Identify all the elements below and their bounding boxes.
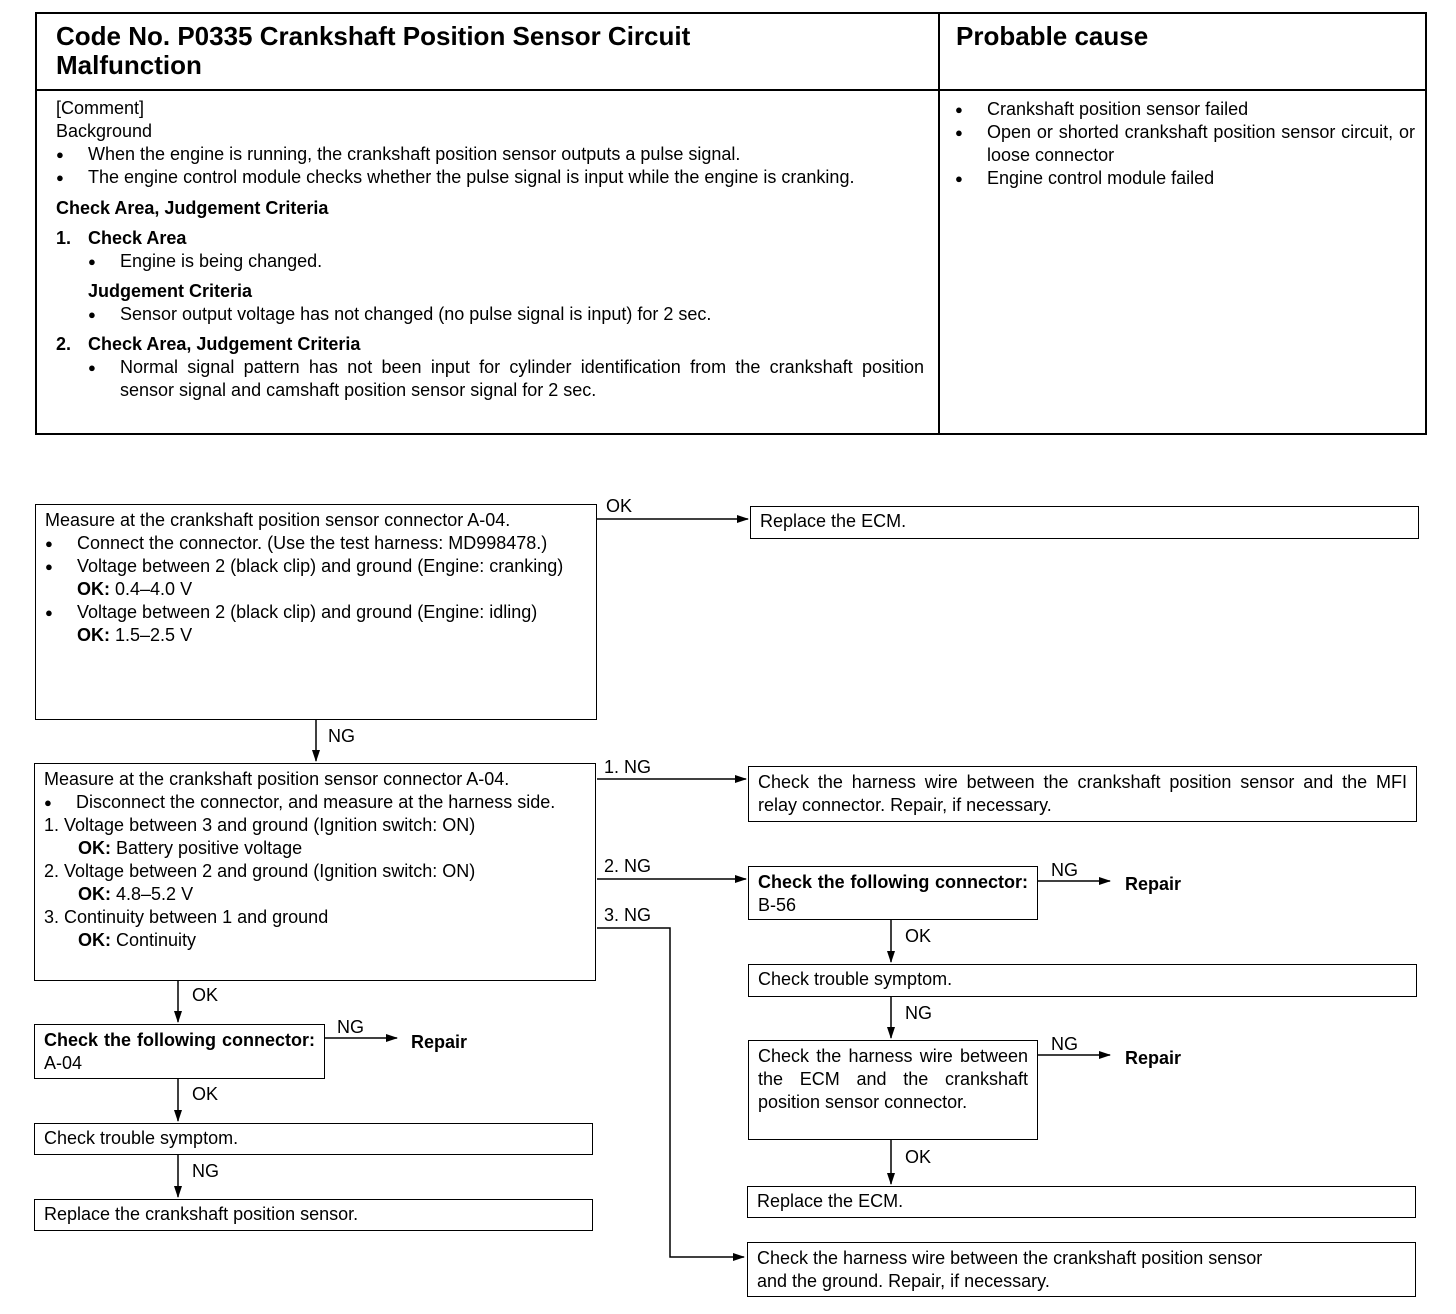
label-ng: NG — [337, 1017, 364, 1037]
bullet-icon: ● — [88, 254, 96, 269]
bullet-icon: ● — [88, 307, 96, 322]
check-connector-a04-box: Check the following connector: A-04 — [34, 1024, 325, 1079]
bullet-icon: ● — [45, 559, 53, 574]
check-item-1-bullet: ● Engine is being changed. — [88, 251, 323, 271]
check-connector-b56-box: Check the following connector: B-56 — [748, 866, 1038, 920]
replace-sensor-box: Replace the crankshaft position sensor. — [34, 1199, 593, 1231]
bullet-icon: ● — [45, 605, 53, 620]
bullet-icon: ● — [955, 102, 963, 117]
check-item-1-title: 1. Check Area — [56, 228, 187, 248]
judgement-bullet: ● Sensor output voltage has not changed (no pulse signal is input) for 2 sec. — [88, 304, 712, 324]
label-ng: NG — [328, 726, 355, 746]
background-bullet-1: ● When the engine is running, the crankshaft position sensor outputs a pulse signal. — [56, 144, 741, 164]
harness-ground-box: Check the harness wire between the crankshaft position sensor and the ground. Repair, if necessary. — [747, 1242, 1416, 1297]
label-ng2: 2. NG — [604, 856, 652, 876]
replace-ecm-box-top: Replace the ECM. — [750, 506, 1419, 539]
cause-item: ● Open or shorted crankshaft position sensor circuit, or loose connector — [955, 122, 1415, 165]
measure-disconnected-box: Measure at the crankshaft position sensor connector A-04. ● Disconnect the connector, and measure at the harness side. 1. Voltage between 3 and ground (Ignition switch: ON) OK: Battery positive voltage 2. Voltage between 2 and ground (Ignition switch: ON) OK: 4.8–5.2 V 3. Continuity between 1 and ground OK: Continuity — [34, 763, 596, 981]
background-bullet-2: ● The engine control module checks whether the pulse signal is input while the engine is cranking. — [56, 167, 855, 187]
label-ng3: 3. NG — [604, 905, 652, 925]
label-ng: NG — [905, 1003, 932, 1023]
check-area-heading: Check Area, Judgement Criteria — [56, 198, 329, 218]
judgement-criteria-label: Judgement Criteria — [88, 281, 253, 301]
label-ok: OK — [905, 1147, 932, 1167]
bullet-icon: ● — [56, 147, 64, 162]
repair-label: Repair — [1125, 1048, 1182, 1068]
check-item-2-title: 2. Check Area, Judgement Criteria — [56, 334, 361, 354]
label-ng1: 1. NG — [604, 757, 652, 777]
repair-label: Repair — [1125, 874, 1182, 894]
check-item-2-bullet: ● Normal signal pattern has not been input for cylinder identification from the crankshaft position sensor signal and camshaft position sensor signal for 2 sec. — [88, 357, 924, 400]
repair-label: Repair — [411, 1032, 468, 1052]
code-title: Code No. P0335 Crankshaft Position Sensor Circuit Malfunction — [56, 21, 691, 80]
label-ok: OK — [606, 496, 633, 516]
bullet-icon: ● — [88, 360, 96, 375]
harness-mfi-box: Check the harness wire between the crankshaft position sensor and the MFI relay connector. Repair, if necessary. — [748, 766, 1417, 822]
arrow-ng3 — [597, 928, 744, 1257]
label-ng: NG — [192, 1161, 219, 1181]
cause-item: ● Crankshaft position sensor failed — [955, 99, 1249, 119]
label-ok: OK — [905, 926, 932, 946]
probable-cause-title: Probable cause — [956, 21, 1149, 51]
cause-item: ● Engine control module failed — [955, 168, 1215, 188]
background-label: Background — [56, 121, 153, 141]
trouble-symptom-box-left: Check trouble symptom. — [34, 1123, 593, 1155]
label-ng: NG — [1051, 1034, 1078, 1054]
bullet-icon: ● — [44, 795, 52, 810]
label-ok: OK — [192, 1084, 219, 1104]
label-ok: OK — [192, 985, 219, 1005]
label-ng: NG — [1051, 860, 1078, 880]
bullet-icon: ● — [56, 170, 64, 185]
harness-ecm-box: Check the harness wire between the ECM and the crankshaft position sensor connector. — [748, 1040, 1038, 1140]
replace-ecm-box-bottom: Replace the ECM. — [747, 1186, 1416, 1218]
measure-connected-box: Measure at the crankshaft position sensor connector A-04. ● Connect the connector. (Use the test harness: MD998478.) ● Voltage between 2 (black clip) and ground (Engine: cranking) OK: 0.4–4.0 V ● Voltage between 2 (black clip) and ground (Engine: idling) OK: 1.5–2.5 V — [35, 504, 597, 720]
comment-tag: [Comment] — [56, 98, 145, 118]
bullet-icon: ● — [45, 536, 53, 551]
trouble-symptom-box-right: Check trouble symptom. — [748, 964, 1417, 997]
bullet-icon: ● — [955, 171, 963, 186]
bullet-icon: ● — [955, 125, 963, 140]
